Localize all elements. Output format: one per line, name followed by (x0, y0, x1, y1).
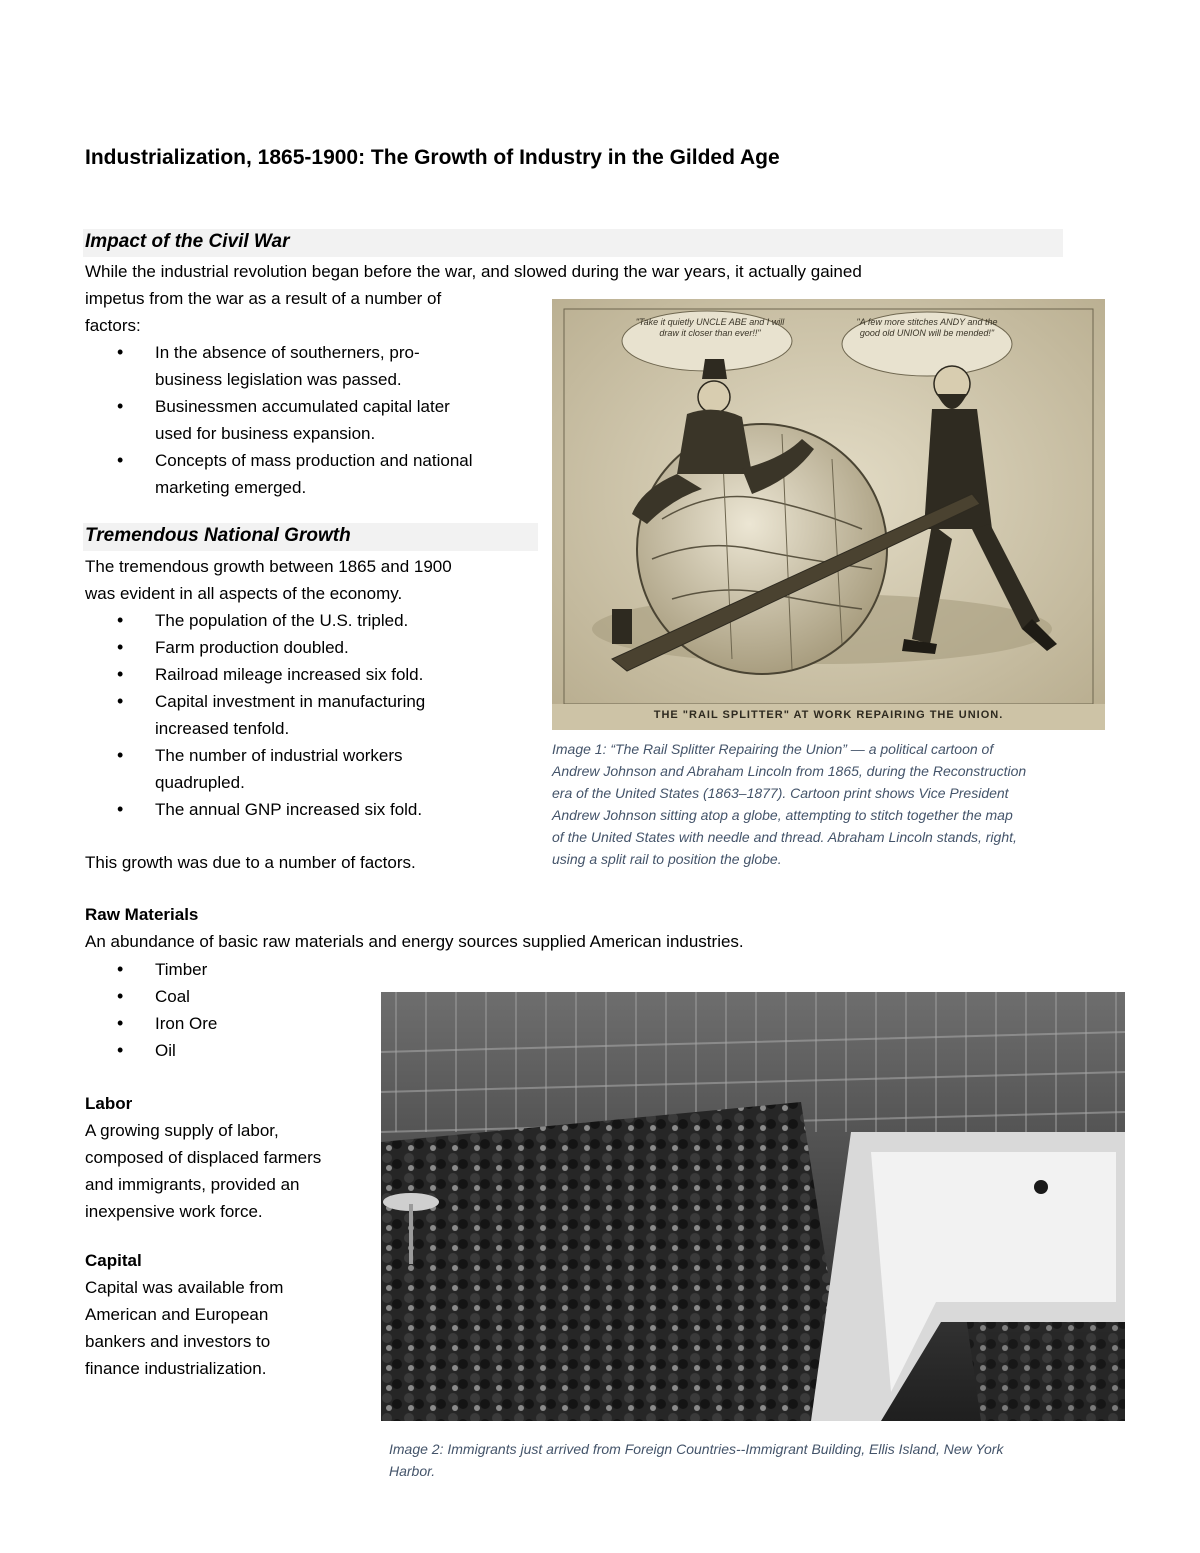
list-item: • The number of industrial workers quadrupled. (85, 742, 555, 796)
speech-bubble-lincoln: "A few more stitches ANDY and the good old UNION will be mended!" (856, 317, 998, 338)
raw-materials-list (85, 956, 365, 1064)
list-item: • Iron Ore (85, 1010, 365, 1037)
caption-line: era of the United States (1863–1877). Cartoon print shows Vice President (552, 785, 1009, 801)
section-heading-growth: Tremendous National Growth (83, 523, 538, 551)
list-item: • Coal (85, 983, 365, 1010)
list-item: • Railroad mileage increased six fold. (85, 661, 555, 688)
civil-war-intro-line: impetus from the war as a result of a number of (85, 289, 442, 308)
list-item: • Capital investment in manufacturing increased tenfold. (85, 688, 555, 742)
list-item: • Businessmen accumulated capital later used for business expansion. (85, 393, 555, 447)
page-title: Industrialization, 1865-1900: The Growth of Industry in the Gilded Age (85, 146, 780, 169)
civil-war-intro-line: While the industrial revolution began before the war, and slowed during the war years, it actually gained (85, 262, 862, 281)
cartoon-illustration (552, 299, 1105, 730)
caption-line: Image 2: Immigrants just arrived from Foreign Countries--Immigrant Building, Ellis Island, New York (389, 1441, 1004, 1457)
rail-splitter-cartoon (552, 299, 1105, 730)
image1-caption (552, 738, 1112, 870)
labor-heading: Labor (85, 1094, 133, 1113)
caption-line: Andrew Johnson and Abraham Lincoln from 1865, during the Reconstruction (552, 763, 1027, 779)
speech-bubble-johnson: "Take it quietly UNCLE ABE and I will draw it closer than ever!!" (635, 317, 785, 338)
caption-line: Harbor. (389, 1463, 436, 1479)
raw-materials-text: An abundance of basic raw materials and energy sources supplied American industries. (85, 932, 744, 951)
raw-materials-heading: Raw Materials (85, 905, 199, 924)
labor-text: A growing supply of labor, composed of displaced farmers and immigrants, provided an inexpensive work force. (85, 1121, 322, 1221)
caption-line: using a split rail to position the globe. (552, 851, 782, 867)
cartoon-banner: THE "RAIL SPLITTER" AT WORK REPAIRING THE UNION. (653, 709, 1004, 721)
list-item: • Timber (85, 956, 365, 983)
growth-closing: This growth was due to a number of factors. (85, 853, 416, 872)
caption-line: Andrew Johnson sitting atop a globe, attempting to stitch together the map (552, 807, 1013, 823)
list-item: • Oil (85, 1037, 365, 1064)
growth-list (85, 607, 555, 823)
ellis-island-photo (381, 992, 1125, 1421)
growth-intro (85, 553, 555, 607)
list-item: • Farm production doubled. (85, 634, 555, 661)
capital-heading: Capital (85, 1251, 142, 1270)
list-item: • Concepts of mass production and national marketing emerged. (85, 447, 555, 501)
growth-intro-line: The tremendous growth between 1865 and 1900 (85, 557, 452, 576)
photo-illustration (381, 992, 1125, 1421)
caption-line: Image 1: “The Rail Splitter Repairing the Union” — a political cartoon of (552, 741, 994, 757)
section-heading-civil-war: Impact of the Civil War (83, 229, 1063, 257)
civil-war-factors-list (85, 339, 555, 501)
capital-text: Capital was available from American and European bankers and investors to finance industrialization. (85, 1278, 284, 1378)
caption-line: of the United States with needle and thread. Abraham Lincoln stands, right, (552, 829, 1017, 845)
civil-war-intro-line: factors: (85, 316, 141, 335)
list-item: • The annual GNP increased six fold. (85, 796, 555, 823)
growth-intro-line: was evident in all aspects of the economy. (85, 584, 403, 603)
image2-caption (389, 1438, 1129, 1482)
list-item: • In the absence of southerners, pro- business legislation was passed. (85, 339, 555, 393)
list-item: • The population of the U.S. tripled. (85, 607, 555, 634)
